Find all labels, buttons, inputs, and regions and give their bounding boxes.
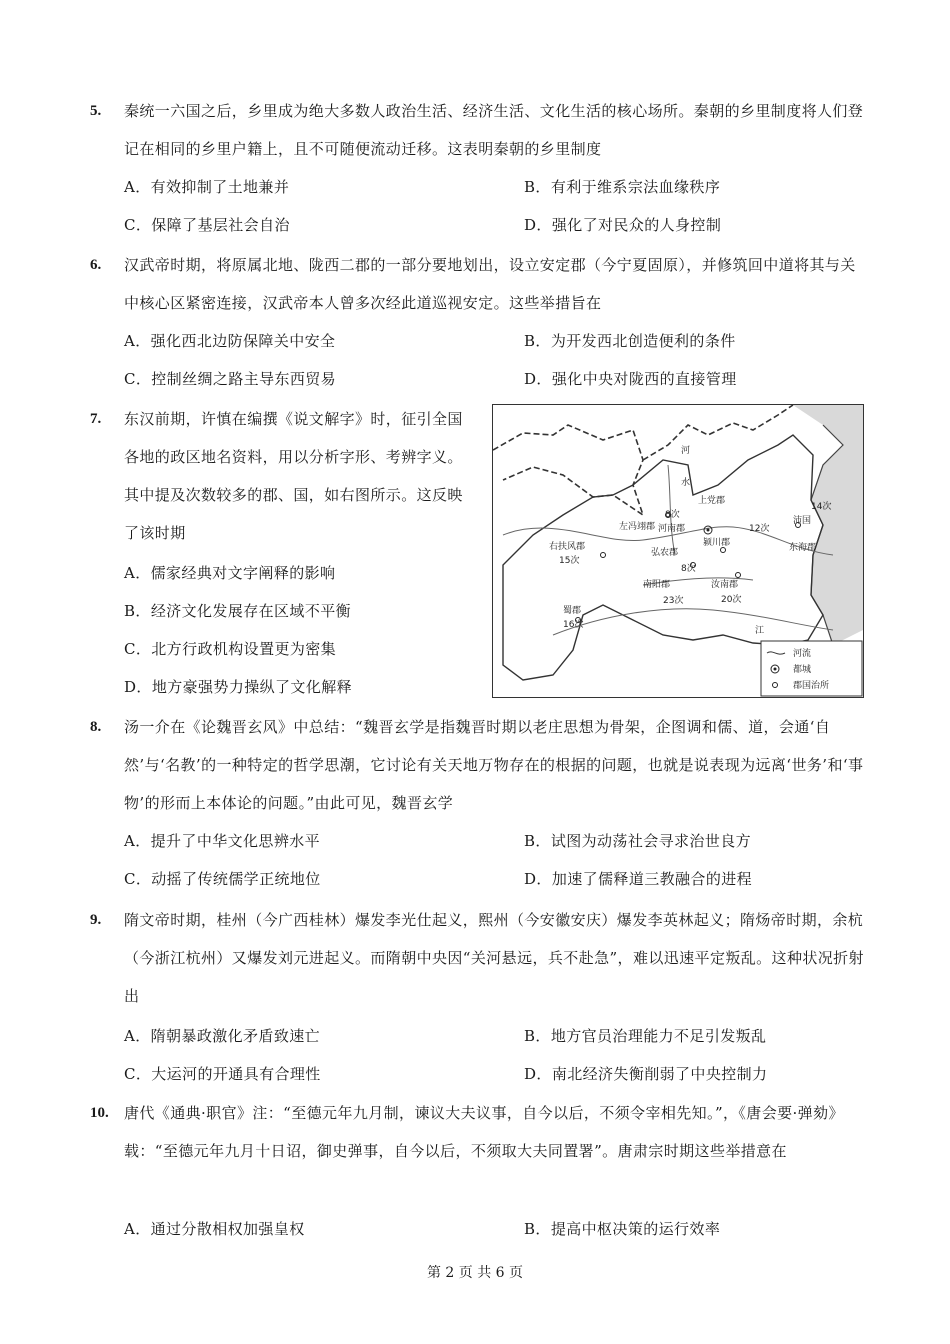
map-label: 上党郡: [698, 496, 726, 506]
northern-frontier: [493, 425, 643, 515]
question-number: 5.: [90, 103, 102, 119]
map-label: 左冯翊郡: [619, 522, 656, 532]
map-label: 颍川郡: [703, 538, 731, 548]
map-label: 河南郡: [658, 524, 686, 534]
map-label: 汝南郡: [711, 580, 739, 590]
option-a[interactable]: A．提升了中华文化思辨水平: [124, 832, 321, 850]
option-c[interactable]: C．大运河的开通具有合理性: [124, 1065, 321, 1083]
legend-capital-dot: [774, 668, 777, 671]
option-d[interactable]: D．强化了对民众的人身控制: [524, 216, 722, 234]
question-6: [90, 246, 865, 406]
map-label: 14次: [811, 502, 832, 512]
option-c[interactable]: C．动摇了传统儒学正统地位: [124, 870, 321, 888]
seat-marker: [601, 553, 606, 558]
option-b[interactable]: B．试图为动荡社会寻求治世良方: [524, 832, 752, 850]
question-number: 10.: [90, 1105, 109, 1121]
seat-marker: [721, 548, 726, 553]
question-number: 7.: [90, 411, 102, 427]
question-5: [90, 92, 865, 252]
option-b[interactable]: B．经济文化发展存在区域不平衡: [124, 602, 352, 620]
map-label: 23次: [663, 596, 684, 606]
map-label: 河: [681, 446, 691, 456]
question-stem: 唐代《通典·职官》注：“至德元年九月制，谏议大夫议事，自今以后，不须令宰相先知。”，《唐会要·弹劾》载：“至德元年九月十日诏，御史弹事，自今以后，不须取大夫同置署”。唐肃宗时期这些举措意在: [124, 1104, 844, 1160]
question-stem: 东汉前期，许慎在编撰《说文解字》时，征引全国各地的政区地名资料，用以分析字形、考辨字义。其中提及次数较多的郡、国，如右图所示。这反映了该时期: [124, 410, 463, 542]
legend-seat: 郡国治所: [793, 681, 830, 691]
map-label: 东海郡: [789, 543, 817, 553]
map-label: 20次: [721, 595, 742, 605]
option-b[interactable]: B．地方官员治理能力不足引发叛乱: [524, 1027, 767, 1045]
seat-marker: [736, 573, 741, 578]
option-b[interactable]: B．有利于维系宗法血缘秩序: [524, 178, 721, 196]
question-9: [90, 901, 865, 1101]
option-c[interactable]: C．保障了基层社会自治: [124, 216, 290, 234]
option-c[interactable]: C．北方行政机构设置更为密集: [124, 640, 337, 658]
option-c[interactable]: C．控制丝绸之路主导东西贸易: [124, 370, 337, 388]
option-a[interactable]: A．通过分散相权加强皇权: [124, 1220, 305, 1238]
question-stem: 汉武帝时期，将原属北地、陇西二郡的一部分要地划出，设立安定郡（今宁夏固原），并修筑回中道将其与关中核心区紧密连接，汉武帝本人曾多次经此道巡视安定。这些举措旨在: [124, 256, 856, 312]
map-label: 江: [755, 626, 765, 636]
option-a[interactable]: A．有效抑制了土地兼并: [124, 178, 290, 196]
option-b[interactable]: B．为开发西北创造便利的条件: [524, 332, 736, 350]
legend-capital: 都城: [793, 665, 812, 675]
option-d[interactable]: D．地方豪强势力操纵了文化解释: [124, 678, 353, 696]
page-footer: 第 2 页 共 6 页: [426, 1265, 524, 1281]
option-b[interactable]: B．提高中枢决策的运行效率: [524, 1220, 721, 1238]
question-stem: 汤一介在《论魏晋玄风》中总结：“魏晋玄学是指魏晋时期以老庄思想为骨架，企图调和儒、道，会通‘自然’与‘名教’的一种特定的哲学思潮，它讨论有关天地万物存在的根据的问题，也就是说表现为远离‘世务’和‘事物’的形而上本体论的问题。”由此可见，魏晋玄学: [124, 718, 864, 812]
capital-dot: [707, 529, 710, 532]
option-d[interactable]: D．南北经济失衡削弱了中央控制力: [524, 1065, 768, 1083]
map-label: 12次: [749, 524, 770, 534]
map-label: 沛国: [793, 516, 812, 526]
question-stem: 秦统一六国之后，乡里成为绝大多数人政治生活、经济生活、文化生活的核心场所。秦朝的乡里制度将人们登记在相同的乡里户籍上，且不可随便流动迁移。这表明秦朝的乡里制度: [124, 102, 864, 158]
northern-frontier-east: [643, 405, 793, 460]
legend-river: 河流: [793, 649, 812, 659]
map-label: 右扶风郡: [549, 542, 586, 552]
question-stem: 隋文帝时期，桂州（今广西桂林）爆发李光仕起义，熙州（今安徽安庆）爆发李英林起义；隋炀帝时期，余杭（今浙江杭州）又爆发刘元进起义。而隋朝中央因“关河悬远，兵不赴急”，难以迅速平定叛乱。这种状况折射出: [124, 911, 864, 1005]
map-graphic: [493, 405, 863, 697]
option-d[interactable]: D．强化中央对陇西的直接管理: [524, 370, 737, 388]
map-legend: [761, 641, 862, 696]
map-label: 水: [681, 478, 691, 488]
map-label: 15次: [559, 556, 580, 566]
question-7: [90, 400, 480, 700]
map-label: 南阳郡: [643, 580, 671, 590]
han-commanderies-map: [492, 404, 864, 698]
option-a[interactable]: A．隋朝暴政激化矛盾致速亡: [124, 1027, 321, 1045]
map-label: 8次: [681, 564, 696, 574]
option-a[interactable]: A．儒家经典对文字阐释的影响: [124, 564, 336, 582]
question-number: 9.: [90, 912, 102, 928]
map-label: 蜀郡: [563, 606, 582, 616]
map-label: 16次: [563, 620, 584, 630]
map-label: 弘农郡: [651, 548, 679, 558]
question-8: [90, 708, 865, 908]
map-label: 8次: [665, 510, 680, 520]
yangtze-river: [553, 609, 833, 635]
question-number: 8.: [90, 719, 102, 735]
option-a[interactable]: A．强化西北边防保障关中安全: [124, 332, 336, 350]
question-number: 6.: [90, 257, 102, 273]
option-d[interactable]: D．加速了儒释道三教融合的进程: [524, 870, 753, 888]
question-10: [90, 1094, 865, 1254]
